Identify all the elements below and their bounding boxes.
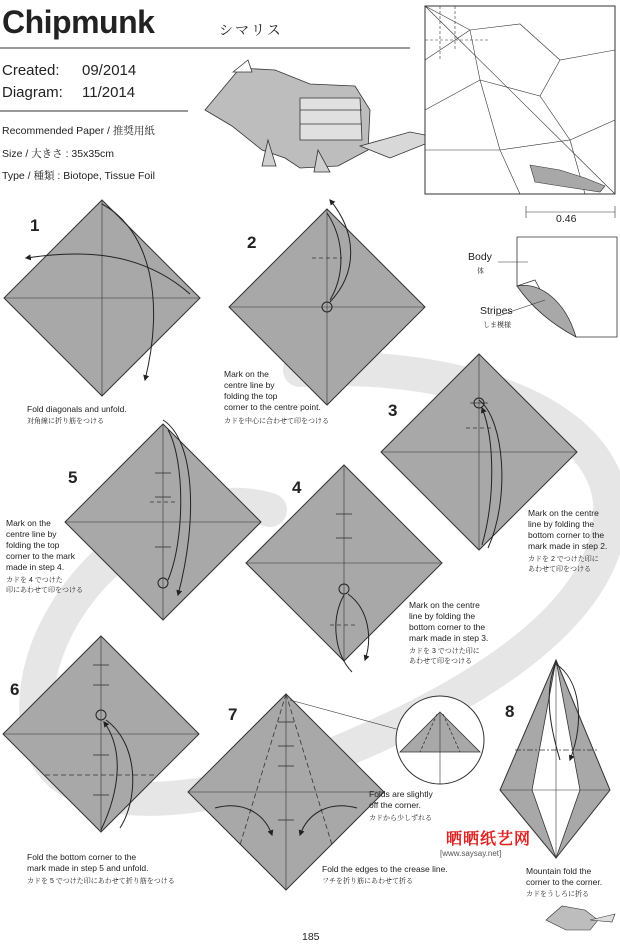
step-7-caption: Fold the edges to the crease line. bbox=[322, 864, 448, 874]
legend-body-jp: 体 bbox=[477, 268, 484, 275]
step-4-caption-jp: カドを 3 でつけた印に あわせて印をつける bbox=[409, 648, 480, 665]
step-6-number: 6 bbox=[10, 680, 20, 699]
watermark-url: [www.saysay.net] bbox=[440, 849, 502, 858]
recommended-paper: Recommended Paper / 推奨用紙 bbox=[2, 125, 155, 137]
step-2-number: 2 bbox=[247, 233, 257, 252]
legend-body-label: Body bbox=[468, 251, 492, 263]
step-4-caption: Mark on the centre line by folding the bottom corner to the mark made in step 3. bbox=[409, 600, 489, 643]
crease-measure: 0.46 bbox=[556, 213, 577, 225]
created-row bbox=[2, 62, 136, 79]
page-title: Chipmunk bbox=[2, 4, 155, 40]
paper-legend bbox=[498, 237, 617, 337]
step-7-zoom-caption-jp: カドから少しずれる bbox=[369, 815, 432, 822]
step-6-caption-jp: カドを 5 でつけた印にあわせて折り筋をつける bbox=[27, 878, 175, 885]
diagram-row bbox=[2, 84, 135, 101]
step-5-caption: Mark on the centre line by folding the top corner to the mark made in step 4. bbox=[6, 518, 75, 572]
step-8-caption: Mountain fold the corner to the corner. bbox=[526, 866, 603, 887]
created-label: Created: bbox=[2, 62, 60, 79]
legend-stripes-jp: しま模様 bbox=[483, 322, 511, 329]
step-1-caption: Fold diagonals and unfold. bbox=[27, 404, 127, 414]
step-5-number: 5 bbox=[68, 468, 78, 487]
step-3-caption: Mark on the centre line by folding the bottom corner to the mark made in step 2. bbox=[528, 508, 608, 551]
page-title-jp: シマリス bbox=[219, 22, 283, 38]
step-8-caption-jp: カドをうしろに折る bbox=[526, 891, 589, 898]
page-number: 185 bbox=[302, 931, 320, 943]
step-3-caption-jp: カドを 2 でつけた印に あわせて印をつける bbox=[528, 556, 599, 573]
small-chipmunk-illustration bbox=[546, 906, 615, 930]
step-8-number: 8 bbox=[505, 702, 515, 721]
step-7-caption-jp: フチを折り筋にあわせて折る bbox=[322, 878, 413, 885]
step-4-number: 4 bbox=[292, 478, 302, 497]
crease-pattern bbox=[425, 6, 615, 218]
step-2-caption: Mark on the centre line by folding the top corner to the centre point. bbox=[224, 369, 321, 412]
step-3-number: 3 bbox=[388, 401, 398, 420]
created-value: 09/2014 bbox=[82, 62, 137, 79]
diagram-label: Diagram: bbox=[2, 84, 63, 101]
paper-type: Type / 種類 : Biotope, Tissue Foil bbox=[2, 170, 155, 182]
chipmunk-illustration bbox=[205, 60, 440, 172]
step-7-zoom-caption: Folds are slightly off the corner. bbox=[369, 789, 433, 810]
watermark-cn: 晒晒纸艺网 bbox=[446, 831, 532, 848]
diagram-value: 11/2014 bbox=[82, 84, 136, 101]
step-6-caption: Fold the bottom corner to the mark made in step 5 and unfold. bbox=[27, 852, 149, 873]
step-1-number: 1 bbox=[30, 216, 40, 235]
step-1-caption-jp: 対角線に折り筋をつける bbox=[27, 418, 104, 425]
legend-stripes-label: Stripes bbox=[480, 305, 513, 317]
step-7-number: 7 bbox=[228, 705, 238, 724]
step-5-caption-jp: カドを 4 でつけた 印にあわせて印をつける bbox=[6, 577, 83, 594]
step-2-caption-jp: カドを中心に合わせて印をつける bbox=[224, 418, 329, 425]
paper-size: Size / 大きさ : 35x35cm bbox=[2, 148, 115, 160]
